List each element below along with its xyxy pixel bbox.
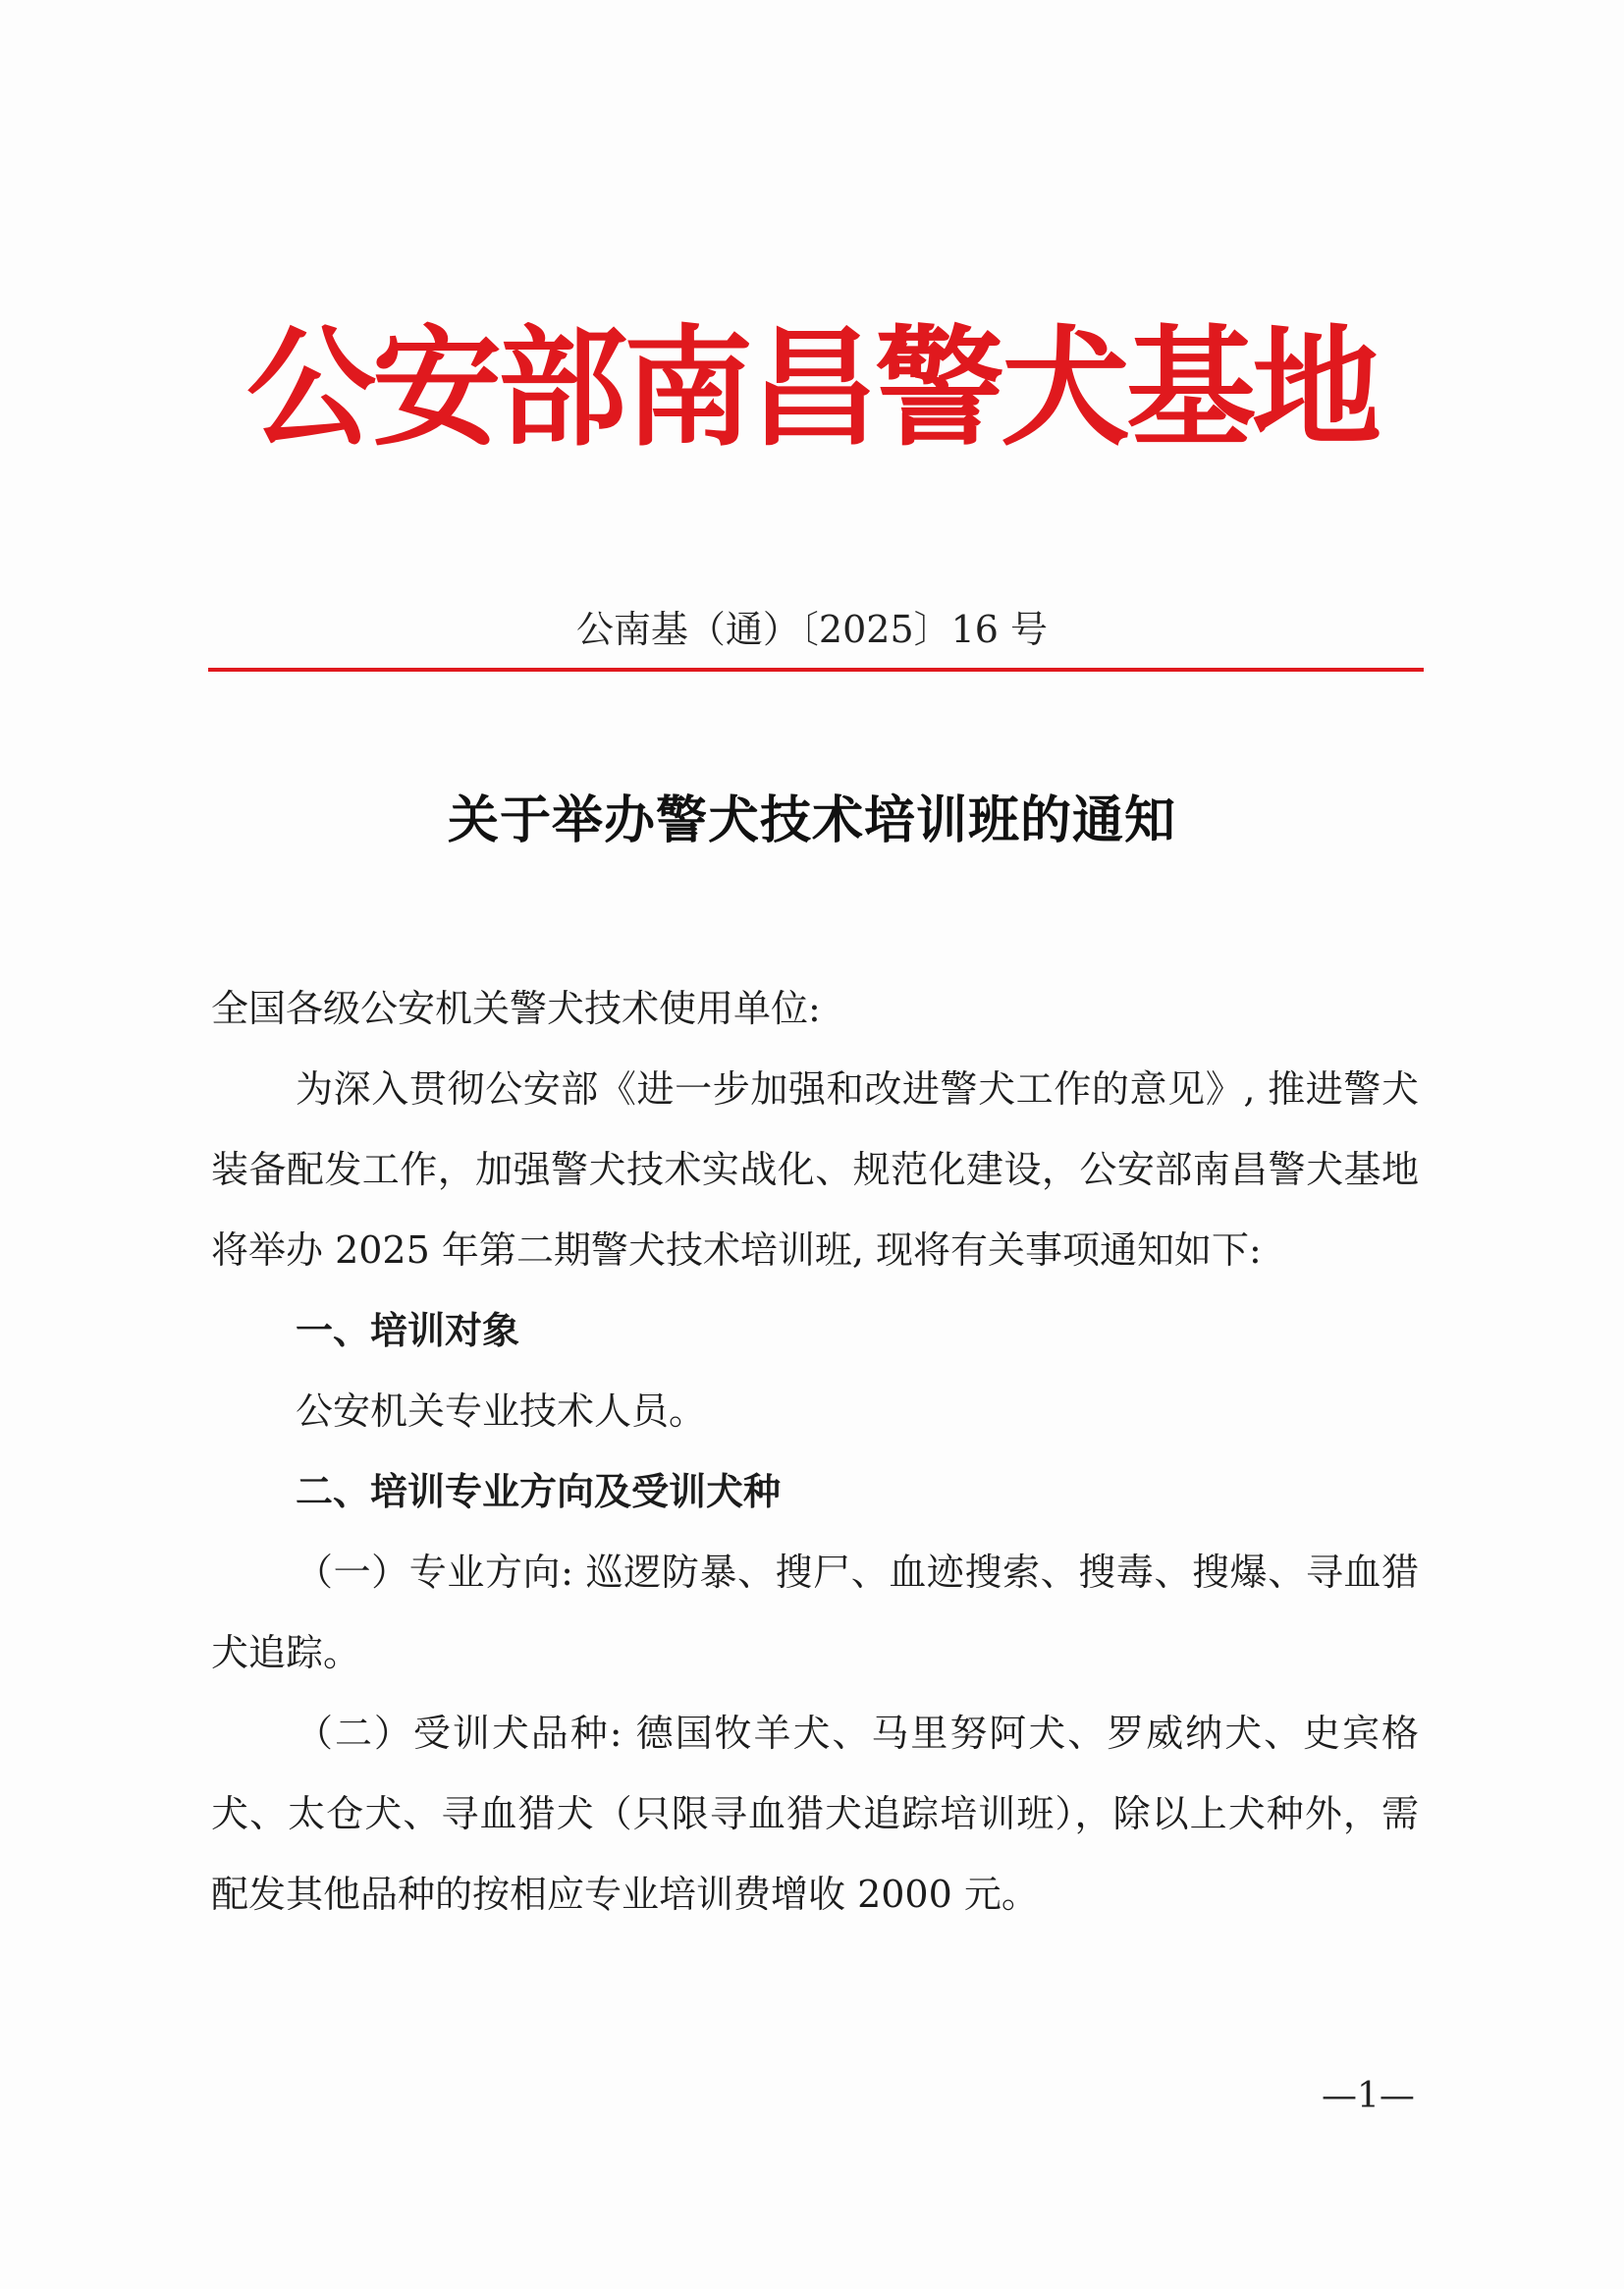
red-divider-line	[208, 668, 1424, 672]
salutation: 全国各级公安机关警犬技术使用单位:	[211, 987, 821, 1030]
item-dog-breeds: （二）受训犬品种: 德国牧羊犬、马里努阿犬、罗威纳犬、史宾格犬、太仓犬、寻血猎犬（只限寻血猎犬追踪培训班），除以上犬种外，需配发其他品种的按相应专业培训费增收 2000 元。	[211, 1712, 1419, 1916]
page-number: —1—	[1322, 2076, 1415, 2116]
document-body	[211, 968, 1419, 1935]
section-heading-1: 一、培训对象	[296, 1309, 520, 1352]
document-title: 关于举办警犬技术培训班的通知	[447, 790, 1176, 850]
document-number: 公南基（通）〔2025〕16 号	[575, 608, 1049, 651]
section-heading-2: 二、培训专业方向及受训犬种	[296, 1470, 782, 1513]
organization-header: 公安部南昌警犬基地	[246, 312, 1378, 464]
intro-paragraph: 为深入贯彻公安部《进一步加强和改进警犬工作的意见》, 推进警犬装备配发工作，加强警犬技术实战化、规范化建设，公安部南昌警犬基地将举办 2025 年第二期警犬技术培训班, 现将有关事项通知如下:	[211, 1067, 1419, 1272]
section-1-text: 公安机关专业技术人员。	[296, 1390, 707, 1433]
item-professional-direction: （一）专业方向: 巡逻防暴、搜尸、血迹搜索、搜毒、搜爆、寻血猎犬追踪。	[211, 1551, 1419, 1674]
